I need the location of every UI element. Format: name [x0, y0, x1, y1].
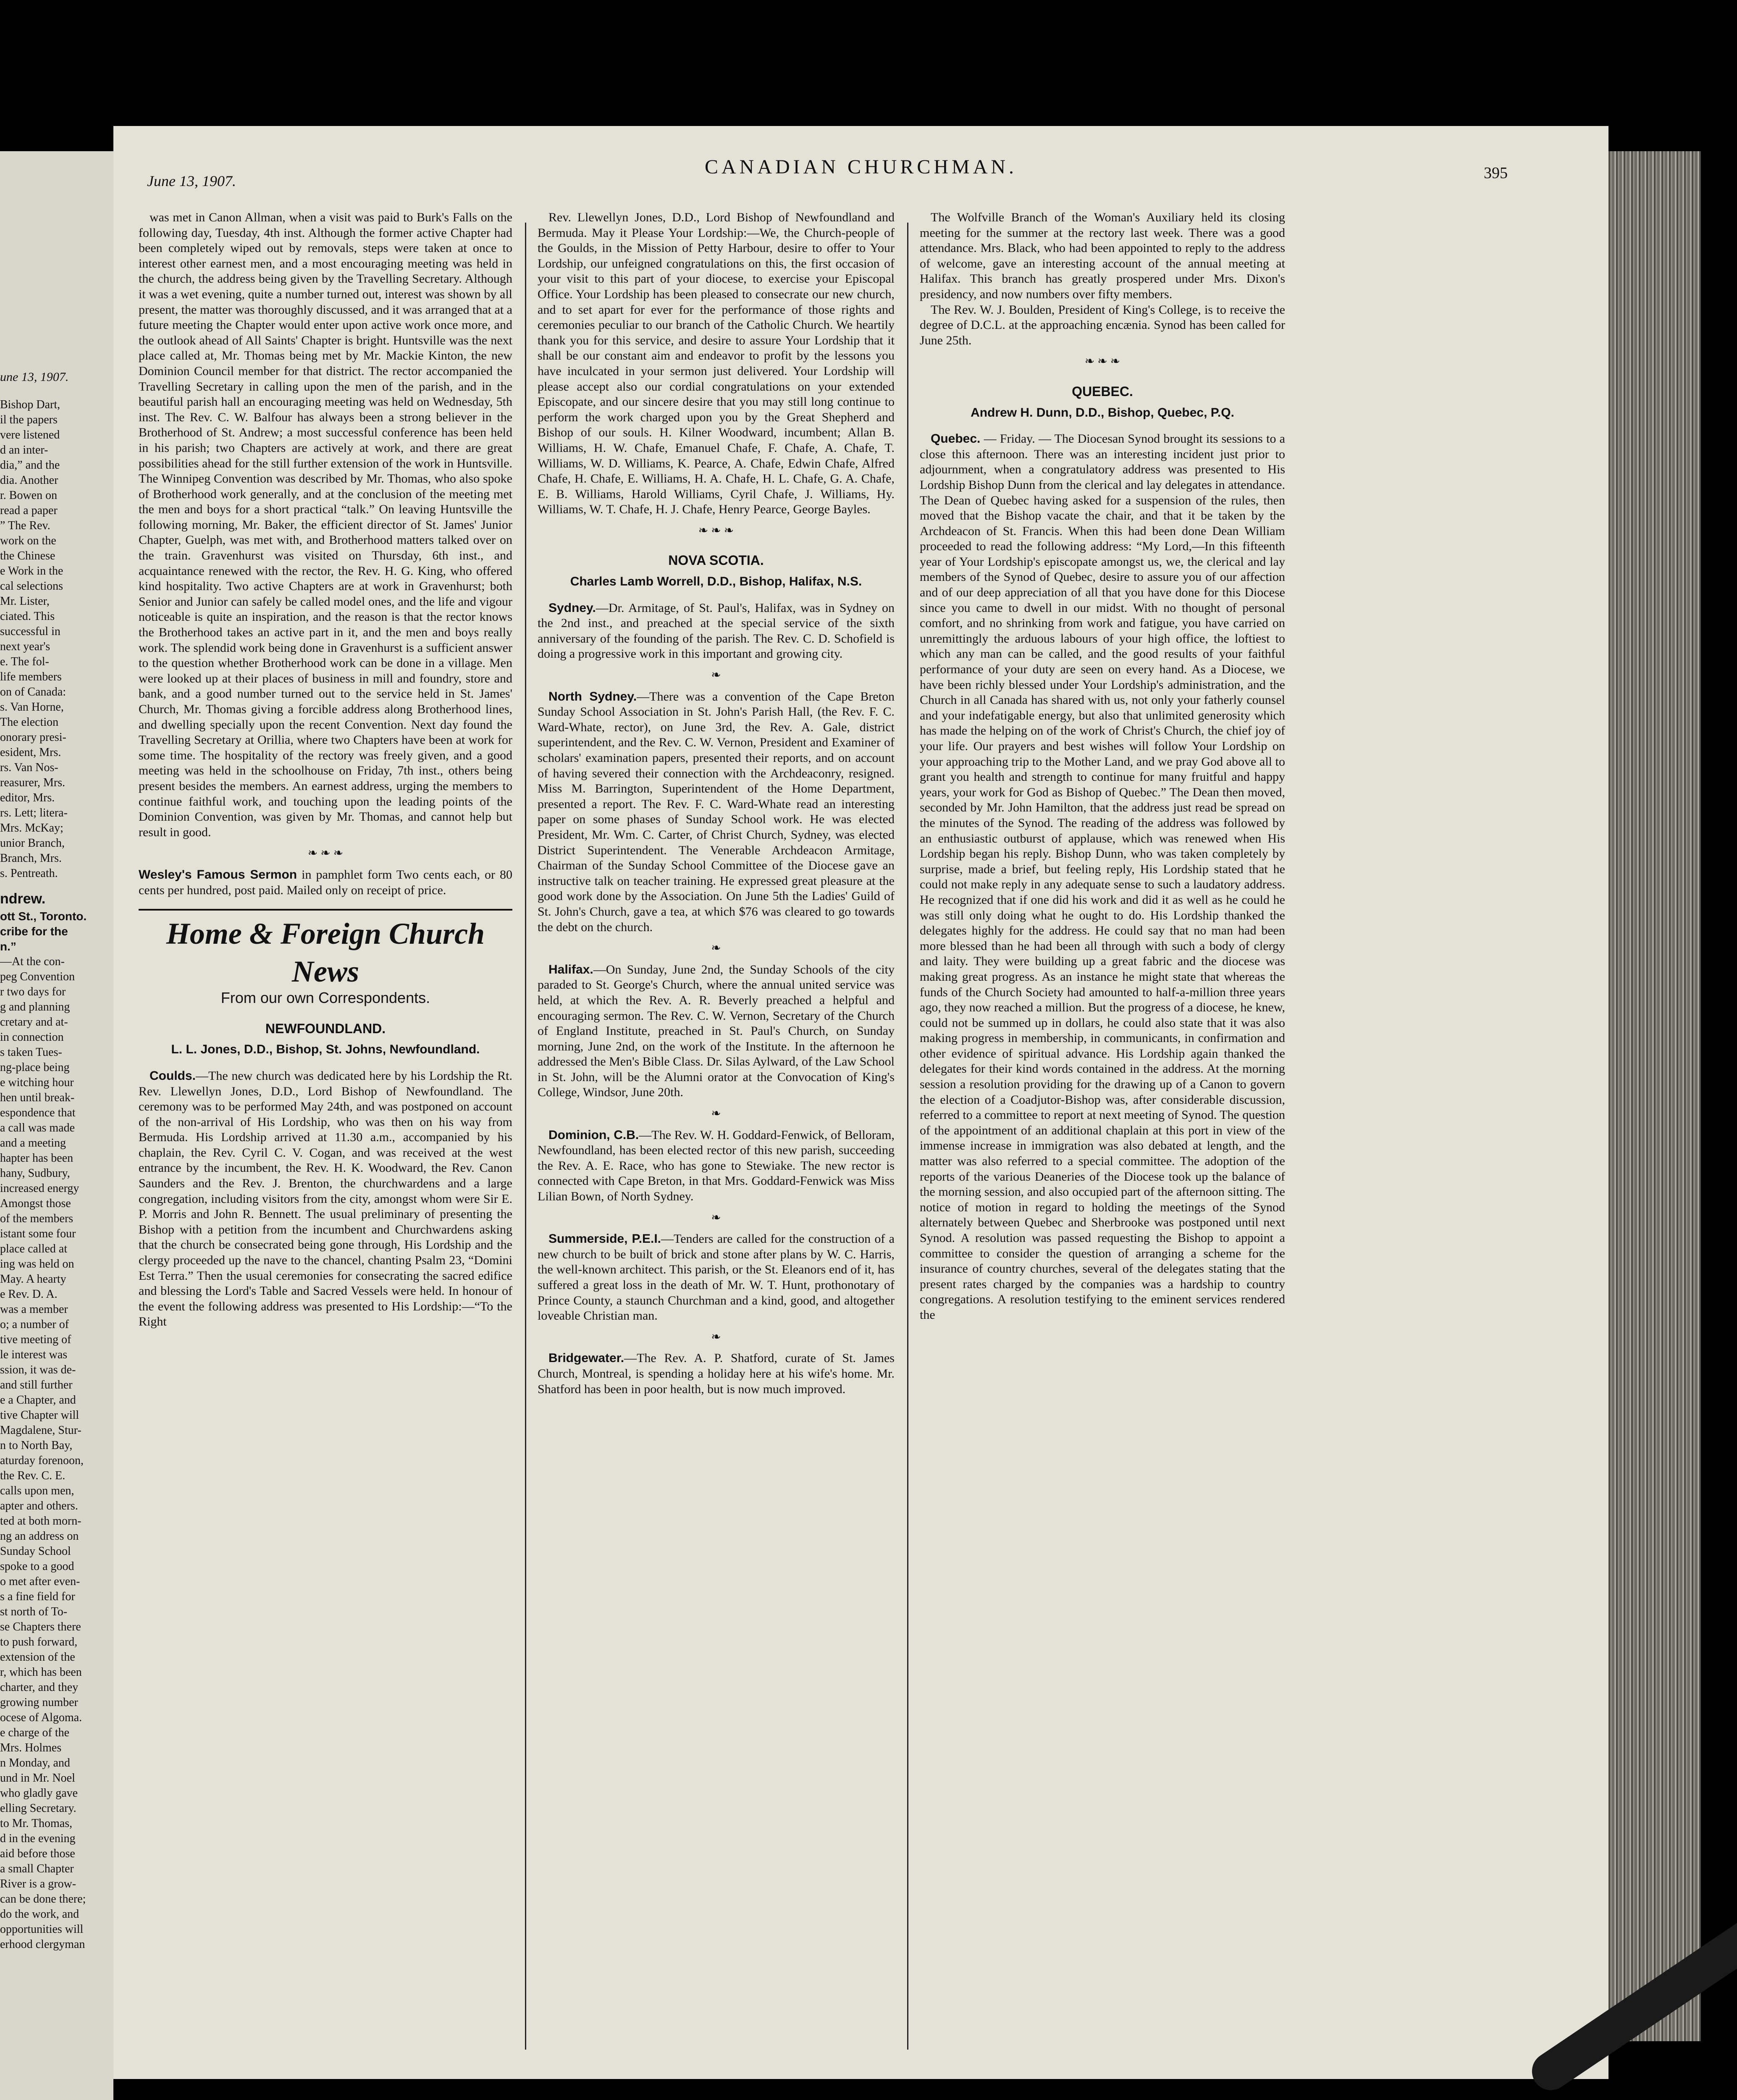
fragment-line: d in the evening	[0, 1832, 76, 1845]
fragment-line: d an inter-	[0, 444, 48, 457]
diocese-heading: QUEBEC.	[1072, 383, 1133, 399]
fragment-line: charter, and they	[0, 1681, 79, 1694]
fragment-line: ng an address on	[0, 1530, 79, 1543]
advertisement	[139, 867, 512, 898]
place-lead: North Sydney.	[548, 689, 637, 704]
fragment-line: a call was made	[0, 1121, 75, 1134]
news-item	[538, 962, 895, 1100]
fragment-line: in connection	[0, 1031, 64, 1044]
place-lead: Summerside, P.E.I.	[548, 1232, 661, 1246]
fragment-line: st north of To-	[0, 1605, 68, 1618]
fragment-line: work on the	[0, 534, 56, 547]
fragment-line: Amongst those	[0, 1197, 71, 1210]
page-number: 395	[1484, 164, 1508, 182]
bishop-line: Charles Lamb Worrell, D.D., Bishop, Halifax, N.S.	[570, 575, 862, 589]
fragment-line: growing number	[0, 1696, 78, 1709]
fragment-line: and a meeting	[0, 1137, 66, 1150]
fragment-line: s taken Tues-	[0, 1046, 62, 1059]
column-rule	[525, 223, 526, 2050]
diocese-heading: NEWFOUNDLAND.	[265, 1021, 386, 1036]
bishop-line: L. L. Jones, D.D., Bishop, St. Johns, Newfoundland.	[171, 1042, 480, 1057]
fragment-line: read a paper	[0, 504, 58, 517]
fragment-line: to Mr. Thomas,	[0, 1817, 73, 1830]
newspaper-page	[113, 126, 1608, 2079]
fragment-line: Mrs. McKay;	[0, 822, 63, 835]
fragment-line: hany, Sudbury,	[0, 1167, 70, 1180]
fragment-line: e Rev. D. A.	[0, 1288, 58, 1301]
article-paragraph: was met in Canon Allman, when a visit was paid to Burk's Falls on the following day, Tuesday, 4th inst. Although the former active Chapter had been completely wiped out by removals, steps were taken at once to interest other earnest men, and a most encouraging meeting was held in the church, the address being given by the Travelling Secretary. Although it was a wet evening, quite a number turned out, interest was shown by all present, the matter was thoroughly discussed, and it was arranged that at a future meeting the Chapter would enter upon active work once more, and the outlook ahead of All Saints' Chapter is bright. Huntsville was the next place called at, Mr. Thomas being met by Mr. Mackie Kinton, the new Dominion Council member for that district. The rector accompanied the Travelling Secretary in calling upon the men of the parish, and in the beautiful parish hall an encouraging meeting was held on Wednesday, 5th inst. The Rev. C. W. Balfour has always been a strong believer in the Brotherhood of St. Andrew; a most successful conference has been held in his parish; two Chapters are actively at work, and there are great possibilities ahead for the still further extension of the work in Huntsville. The Winnipeg Convention was described by Mr. Thomas, who also spoke of Brotherhood work generally, and at the conclusion of the meeting met the men and boys for a short practical “talk.” On leaving Huntsville the following morning, Mr. Baker, the efficient director of St. James' Junior Chapter, Guelph, was met with, and Brotherhood matters talked over on the train. Gravenhurst was visited on Thursday, 6th inst., and acquaintance renewed with the rector, the Rev. H. G. King, who offered kind hospitality. Two active Chapters are at work in Gravenhurst; both Senior and Junior can safely be called model ones, and the life and vigour noticeable is quite an inspiration, and the reason is that the rector knows the Brotherhood takes an active part in it, and the men and boys really work. The splendid work being done in Gravenhurst is a sufficient answer to the question whether Brotherhood work can be done in a village. Men were looked up at their places of business in mill and foundry, store and bank, and a good number turned out to the service held in St. James' Church, Mr. Thomas giving a forcible address along Brotherhood lines, and dwelling specially upon the recent Convention. Next day found the Travelling Secretary at Orillia, where two Chapters have been at work for some time. The hospitality of the rectory was freely given, and a good meeting was held in the schoolhouse on Friday, 7th inst., others being present besides the members. An earnest address, urging the members to continue faithful work, and touching upon the leading points of the Dominion Convention, was given by Mr. Thomas, and cannot help but result in good.	[139, 210, 512, 839]
ornament: ❧	[711, 1330, 721, 1344]
fragment-line: und in Mr. Noel	[0, 1772, 75, 1785]
fragment-line: Mr. Lister,	[0, 595, 50, 608]
fragment-line: extension of the	[0, 1651, 75, 1664]
fragment-line: o; a number of	[0, 1318, 69, 1331]
left-header: une 13, 1907.	[0, 370, 69, 384]
fragment-line: place called at	[0, 1242, 68, 1255]
fragment-line: hen until break-	[0, 1091, 75, 1104]
paragraph-text: —Dr. Armitage, of St. Paul's, Halifax, was in Sydney on the 2nd inst., and preached at the special service of the sixth anniversary of the founding of the parish. The Rev. C. D. Schofield is doing a progressive work in this important and growing city.	[538, 601, 895, 661]
ornament: ❧	[711, 942, 721, 955]
fragment-line: Branch, Mrs.	[0, 852, 62, 865]
fragment-line: ciated. This	[0, 610, 55, 623]
left-column-fragment	[0, 370, 105, 1952]
fragment-line: n.”	[0, 940, 16, 953]
fragment-line: —At the con-	[0, 955, 65, 968]
fragment-line: ott St., Toronto.	[0, 910, 87, 923]
ornament: ❧	[711, 1107, 721, 1121]
fragment-line: Magdalene, Stur-	[0, 1424, 81, 1437]
left-lines-bottom	[0, 954, 105, 1952]
fragment-line: ted at both morn-	[0, 1515, 81, 1528]
fragment-line: ng-place being	[0, 1061, 70, 1074]
fragment-line: e. The fol-	[0, 655, 49, 668]
fragment-line: vere listened	[0, 428, 60, 441]
fragment-line: n to North Bay,	[0, 1439, 73, 1452]
fragment-line: r, which has been	[0, 1666, 82, 1679]
fragment-line: e witching hour	[0, 1076, 74, 1089]
paragraph-text: —The new church was dedicated here by his Lordship the Rt. Rev. Llewellyn Jones, D.D., Lord Bishop of Newfoundland. The ceremony was to be performed May 24th, and was postponed on account of the non-arrival of His Lordship, who was then on his way from Bermuda. His Lordship arrived at 11.30 a.m., accompanied by his chaplain, the Rev. Cyril C. V. Cogan, and was received at the west entrance by the incumbent, the Rev. H. K. Woodward, the Rev. Canon Saunders and the Rev. J. Brenton, the churchwardens and a large congregation, including visitors from the city, amongst whom were Sir E. P. Morris and John R. Bennett. The usual preliminary of presenting the Bishop with a petition from the incumbent and Churchwardens asking that the church be consecrated being gone through, His Lordship and the clergy proceeded up the nave to the chancel, chanting Psalm 23, “Domini Est Terra.” Then the usual ceremonies for consecrating the sacred edifice and blessing the Lord's Table and Sacred Vessels were held. In honour of the event the following address was presented to His Lordship:—“To the Right	[139, 1068, 512, 1329]
fragment-line: e a Chapter, and	[0, 1394, 76, 1407]
fragment-line: The election	[0, 716, 59, 729]
fragment-line: peg Convention	[0, 970, 75, 983]
news-items	[538, 601, 895, 1397]
fragment-line: cal selections	[0, 580, 63, 593]
paragraph-text: —On Sunday, June 2nd, the Sunday Schools of the city paraded to St. George's Church, where the annual united service was held, at which the Rev. A. R. Beverly preached a helpful and encouraging sermon. The Rev. C. W. Vernon, Secretary of the Church of England Institute, preached in St. Paul's Church, on Sunday morning, June 2nd, on the work of the Institute. In the afternoon he addressed the Men's Bible Class. Dr. Silas Aylward, of the Law School in St. John, will be the Alumni orator at the Convocation of King's College, Windsor, June 20th.	[538, 962, 895, 1100]
fragment-line: le interest was	[0, 1348, 68, 1361]
fragment-line: il the papers	[0, 413, 58, 426]
publication-title: CANADIAN CHURCHMAN.	[704, 156, 1018, 178]
fragment-line: to push forward,	[0, 1635, 78, 1648]
place-lead: Sydney.	[548, 601, 596, 615]
fragment-line: onorary presi-	[0, 731, 66, 744]
fragment-line: Mrs. Holmes	[0, 1741, 62, 1754]
fragment-line: on of Canada:	[0, 685, 66, 698]
fragment-line: reasurer, Mrs.	[0, 776, 66, 789]
news-item	[538, 1231, 895, 1324]
place-lead: Coulds.	[150, 1068, 196, 1083]
fragment-line: spoke to a good	[0, 1560, 74, 1573]
place-lead: Dominion, C.B.	[548, 1128, 639, 1142]
fragment-line: dia,” and the	[0, 459, 60, 472]
paragraph-text: —Tenders are called for the construction of a new church to be built of brick and stone after plans by W. C. Harris, the well-known architect. This parish, or the St. Eleanors end of it, has suffered a great loss in the death of Mr. W. T. Hunt, prothonotary of Prince County, a staunch Churchman and a kind, good, and altogether loveable Christian man.	[538, 1232, 895, 1323]
news-item	[538, 689, 895, 935]
article-paragraph	[139, 1068, 512, 1330]
fragment-line: the Chinese	[0, 549, 55, 562]
column-2	[538, 210, 895, 1397]
article-paragraph: The Wolfville Branch of the Woman's Auxiliary held its closing meeting for the summer at the rectory last week. There was a good attendance. Mrs. Black, who had been appointed to reply to the address of welcome, gave an interesting account of the annual meeting at Halifax. This branch has greatly prospered under Mrs. Dixon's presidency, and now numbers over fifty members.	[920, 210, 1285, 301]
fragment-line: editor, Mrs.	[0, 791, 55, 804]
fragment-line: elling Secretary.	[0, 1802, 76, 1815]
fragment-line: who gladly gave	[0, 1787, 78, 1800]
place-lead: Bridgewater.	[548, 1351, 624, 1365]
ornament: ❧ ❧ ❧	[698, 524, 734, 537]
ornament: ❧ ❧ ❧	[307, 847, 344, 860]
fragment-line: istant some four	[0, 1227, 76, 1240]
left-bold-lines	[0, 909, 105, 954]
news-section-heading: Home & Foreign Church News	[139, 909, 512, 990]
place-lead: Quebec.	[931, 432, 981, 446]
fragment-line: aid before those	[0, 1847, 75, 1860]
ornament: ❧ ❧ ❧	[1084, 355, 1120, 368]
fragment-line: Sunday School	[0, 1545, 71, 1558]
article-paragraph: Rev. Llewellyn Jones, D.D., Lord Bishop of Newfoundland and Bermuda. May it Please Your Lordship:—We, the Church-people of the Goulds, in the Mission of Petty Harbour, desire to offer to Your Lordship, our unfeigned congratulations on this, the first occasion of your visit to this part of your diocese, to exercise your Episcopal Office. Your Lordship has been pleased to consecrate our new church, and to set apart for ever for the performance of those rights and ceremonies peculiar to our branch of the Catholic Church. We heartily thank you for this service, and desire to assure Your Lordship that it shall be our constant aim and endeavor to profit by the lessons you have inculcated in your sermon just delivered. Your Lordship will please accept also our cordial congratulations on your extended Episcopate, and our sincere desire that you may still long continue to perform the work charged upon you by the Great Shepherd and Bishop of our souls. H. Kilner Woodward, incumbent; Allan B. Williams, H. W. Chafe, Emanuel Chafe, F. Chafe, A. Chafe, T. Williams, W. D. Williams, K. Pearce, A. Chafe, Edwin Chafe, Alfred Chafe, H. Chafe, E. Williams, H. A. Chafe, H. L. Chafe, G. A. Chafe, E. B. Williams, Harold Williams, Cyril Chafe, J. Williams, Hy. Williams, W. T. Chafe, H. J. Chafe, Henry Pearce, George Bayles.	[538, 210, 895, 517]
column-3	[920, 210, 1285, 1323]
fragment-line: apter and others.	[0, 1499, 78, 1512]
column-rule	[907, 223, 908, 2050]
fragment-line: tive meeting of	[0, 1333, 71, 1346]
fragment-line: increased energy	[0, 1182, 79, 1195]
fragment-line: g and planning	[0, 1000, 70, 1013]
ad-title: Wesley's Famous Sermon	[139, 867, 297, 882]
fragment-line: esident, Mrs.	[0, 746, 61, 759]
fragment-line: the Rev. C. E.	[0, 1469, 66, 1482]
fragment-line: of the members	[0, 1212, 73, 1225]
news-item	[538, 1128, 895, 1205]
fragment-line: Bishop Dart,	[0, 398, 60, 411]
fragment-line: aturday forenoon,	[0, 1454, 84, 1467]
fragment-line: ing was held on	[0, 1257, 74, 1270]
news-section-subheading: From our own Correspondents.	[220, 989, 430, 1007]
fragment-line: dia. Another	[0, 474, 58, 487]
news-item	[538, 1351, 895, 1397]
fragment-line: ” The Rev.	[0, 519, 50, 532]
page-edges	[1604, 151, 1701, 2041]
fragment-line: ocese of Algoma.	[0, 1711, 82, 1724]
ornament: ❧	[711, 1211, 721, 1224]
column-1	[139, 210, 512, 1330]
fragment-line: s. Van Horne,	[0, 701, 64, 714]
article-paragraph	[920, 431, 1285, 1323]
fragment-line: calls upon men,	[0, 1484, 74, 1497]
fragment-line: e charge of the	[0, 1726, 70, 1739]
fragment-line: n Monday, and	[0, 1756, 70, 1769]
left-heading: ndrew.	[0, 891, 46, 907]
fragment-line: e Work in the	[0, 564, 63, 578]
fragment-line: tive Chapter will	[0, 1409, 79, 1422]
fragment-line: cretary and at-	[0, 1016, 68, 1029]
fragment-line: successful in	[0, 625, 60, 638]
paragraph-text: —There was a convention of the Cape Breton Sunday School Association in St. John's Parish Hall, (the Rev. F. C. Ward-Whate, rector), on June 3rd, the Rev. A. Gale, district superintendent, and the Rev. C. W. Vernon, President and Examiner of scholars' examination papers, presented their reports, and on account of having severed their connection with the Archdeaconry, resigned. Miss M. Barrington, Superintendent of the Home Department, presented a report. The Rev. F. C. Ward-Whate read an interesting paper on some phases of Sunday School work. He was elected President, Mr. Wm. C. Carter, of Christ Church, Sydney, was elected District Superintendent. The Venerable Archdeacon Armitage, Chairman of the Sunday School Committee of the Diocese gave an instructive talk on teacher training. He expressed great pleasure at the good work done by the Association. On June 5th the Ladies' Guild of St. John's Church, gave a tea, at which $76 was cleared to go towards the debt on the church.	[538, 689, 895, 934]
ad-text: in pamphlet form Two cents each, or 80 cents per hundred, post paid. Mailed only on receipt of price.	[139, 867, 512, 897]
fragment-line: was a member	[0, 1303, 68, 1316]
paragraph-text: — Friday. — The Diocesan Synod brought its sessions to a close this afternoon. There was an interesting incident just prior to adjournment, when a congratulatory address was presented to His Lordship Bishop Dunn from the clerical and lay delegates in attendance. The Dean of Quebec having asked for a suspension of the rules, then moved that the Bishop vacate the chair, and that it be taken by the Archdeacon of St. Francis. When this had been done Dean William proceeded to read the following address: “My Lord,—In this fifteenth year of Your Lordship's episcopate amongst us, we, the clerical and lay members of the Synod of Quebec, desire to assure you of our affection and of our deep appreciation of all that you have done for this Diocese since you came to dwell in our midst. With no thought of personal comfort, and no shrinking from work and fatigue, you have carried on unremittingly the arduous labours of your high office, the loftiest to which any man can be called, and the good results of your faithful performance of your duty are seen on every hand. As a Diocese, we have been richly blessed under Your Lordship's administration, and the Church in all Canada has shared with us, not only your fatherly counsel and your indefatigable energy, but also that unlimited generosity which has made the helping on of the work of Christ's Church, the chief joy of your life. Our prayers and best wishes will follow Your Lordship on your approaching trip to the Mother Land, and we pray God above all to grant you health and strength to continue for many fruitful and happy years, your work for God as Bishop of Quebec.” The Dean then moved, seconded by Mr. John Hamilton, that the address just read be spread on the minutes of the Synod. The reading of the address was followed by an enthusiastic outburst of applause, which was renewed when His Lordship began his reply. Bishop Dunn, who was taken completely by surprise, made a brief, but feeling reply, His Lordship stated that he could not make reply in any adequate sense to such a laudatory address. He recognized that if one did his work and did it as well as he could he was still only doing what he ought to do. His Lordship thanked the delegates highly for the address. He could say that no man had been more blessed than he had been all through with such a body of clergy and laity. They were building up a great fabric and the diocese was making great progress. As an instance he might state that whereas the funds of the Church Society had amounted to half-a-million three years ago, they now reached a million. But the progress of a diocese, he knew, could not be summed up in dollars, he could also state that it was also making progress in membership, in communicants, in confirmation and other evidence of spiritual advance. His Lordship again thanked the delegates for their kind words contained in the address. At the morning session a resolution providing for the drawing up of a Canon to govern the election of a Coadjutor-Bishop was, after considerable discussion, referred to a committee to report at next meeting of Synod. The question of the appointment of an additional chaplain at this port in view of the immense increase in immigration was also debated at length, and the matter was also referred to a special committee. The adoption of the reports of the various Deaneries of the Diocese took up the balance of the morning session, and also occupied part of the afternoon sitting. The notice of motion in regard to holding the meetings of the Synod alternately between Quebec and Sherbrooke was postponed until next Synod. A resolution was passed requesting the Bishop to appoint a committee to consider the question of arranging a scheme for the insurance of country churches, several of the delegates stating that the present rates charged by the companies was a hardship to country congregations. A resolution testifying to the eminent services rendered the	[920, 432, 1286, 1322]
fragment-line: ssion, it was de-	[0, 1363, 76, 1376]
left-lines-top	[0, 397, 105, 881]
issue-date: June 13, 1907.	[147, 173, 236, 189]
diocese-heading: NOVA SCOTIA.	[668, 553, 764, 568]
ornament: ❧	[711, 669, 721, 682]
article-paragraph: The Rev. W. J. Boulden, President of King's College, is to receive the degree of D.C.L. at the approaching encænia. Synod has been called for June 25th.	[920, 302, 1285, 347]
place-lead: Halifax.	[548, 962, 593, 976]
fragment-line: opportunities will	[0, 1923, 84, 1936]
paragraph-text: —The Rev. W. H. Goddard-Fenwick, of Belloram, Newfoundland, has been elected rector of this new parish, succeeding the Rev. A. E. Race, who has gone to Stewiake. The new rector is connected with Cape Breton, in that Mrs. Goddard-Fenwick was Miss Lilian Bown, of North Sydney.	[538, 1128, 895, 1204]
news-item	[538, 601, 895, 662]
fragment-line: next year's	[0, 640, 50, 653]
fragment-line: unior Branch,	[0, 837, 65, 850]
fragment-line: River is a grow-	[0, 1877, 76, 1890]
fragment-line: s. Pentreath.	[0, 867, 58, 880]
fragment-line: rs. Lett; litera-	[0, 806, 68, 819]
paragraph-text: —The Rev. A. P. Shatford, curate of St. James Church, Montreal, is spending a holiday here at his wife's home. Mr. Shatford has been in poor health, but is now much improved.	[538, 1351, 895, 1396]
fragment-line: s a fine field for	[0, 1590, 75, 1603]
bishop-line: Andrew H. Dunn, D.D., Bishop, Quebec, P.Q.	[971, 405, 1234, 420]
fragment-line: rs. Van Nos-	[0, 761, 58, 774]
fragment-line: o met after even-	[0, 1575, 80, 1588]
fragment-line: cribe for the	[0, 925, 68, 938]
fragment-line: espondence that	[0, 1106, 76, 1119]
fragment-line: do the work, and	[0, 1908, 79, 1921]
fragment-line: r two days for	[0, 985, 66, 998]
fragment-line: life members	[0, 670, 62, 683]
fragment-line: hapter has been	[0, 1152, 73, 1165]
masthead	[113, 126, 1608, 210]
adjacent-page-fragment	[0, 151, 113, 2100]
fragment-line: and still further	[0, 1378, 73, 1391]
fragment-line: a small Chapter	[0, 1862, 74, 1875]
fragment-line: se Chapters there	[0, 1620, 81, 1633]
fragment-line: erhood clergyman	[0, 1938, 85, 1951]
fragment-line: r. Bowen on	[0, 489, 58, 502]
fragment-line: May. A hearty	[0, 1273, 66, 1286]
fragment-line: can be done there;	[0, 1893, 86, 1906]
